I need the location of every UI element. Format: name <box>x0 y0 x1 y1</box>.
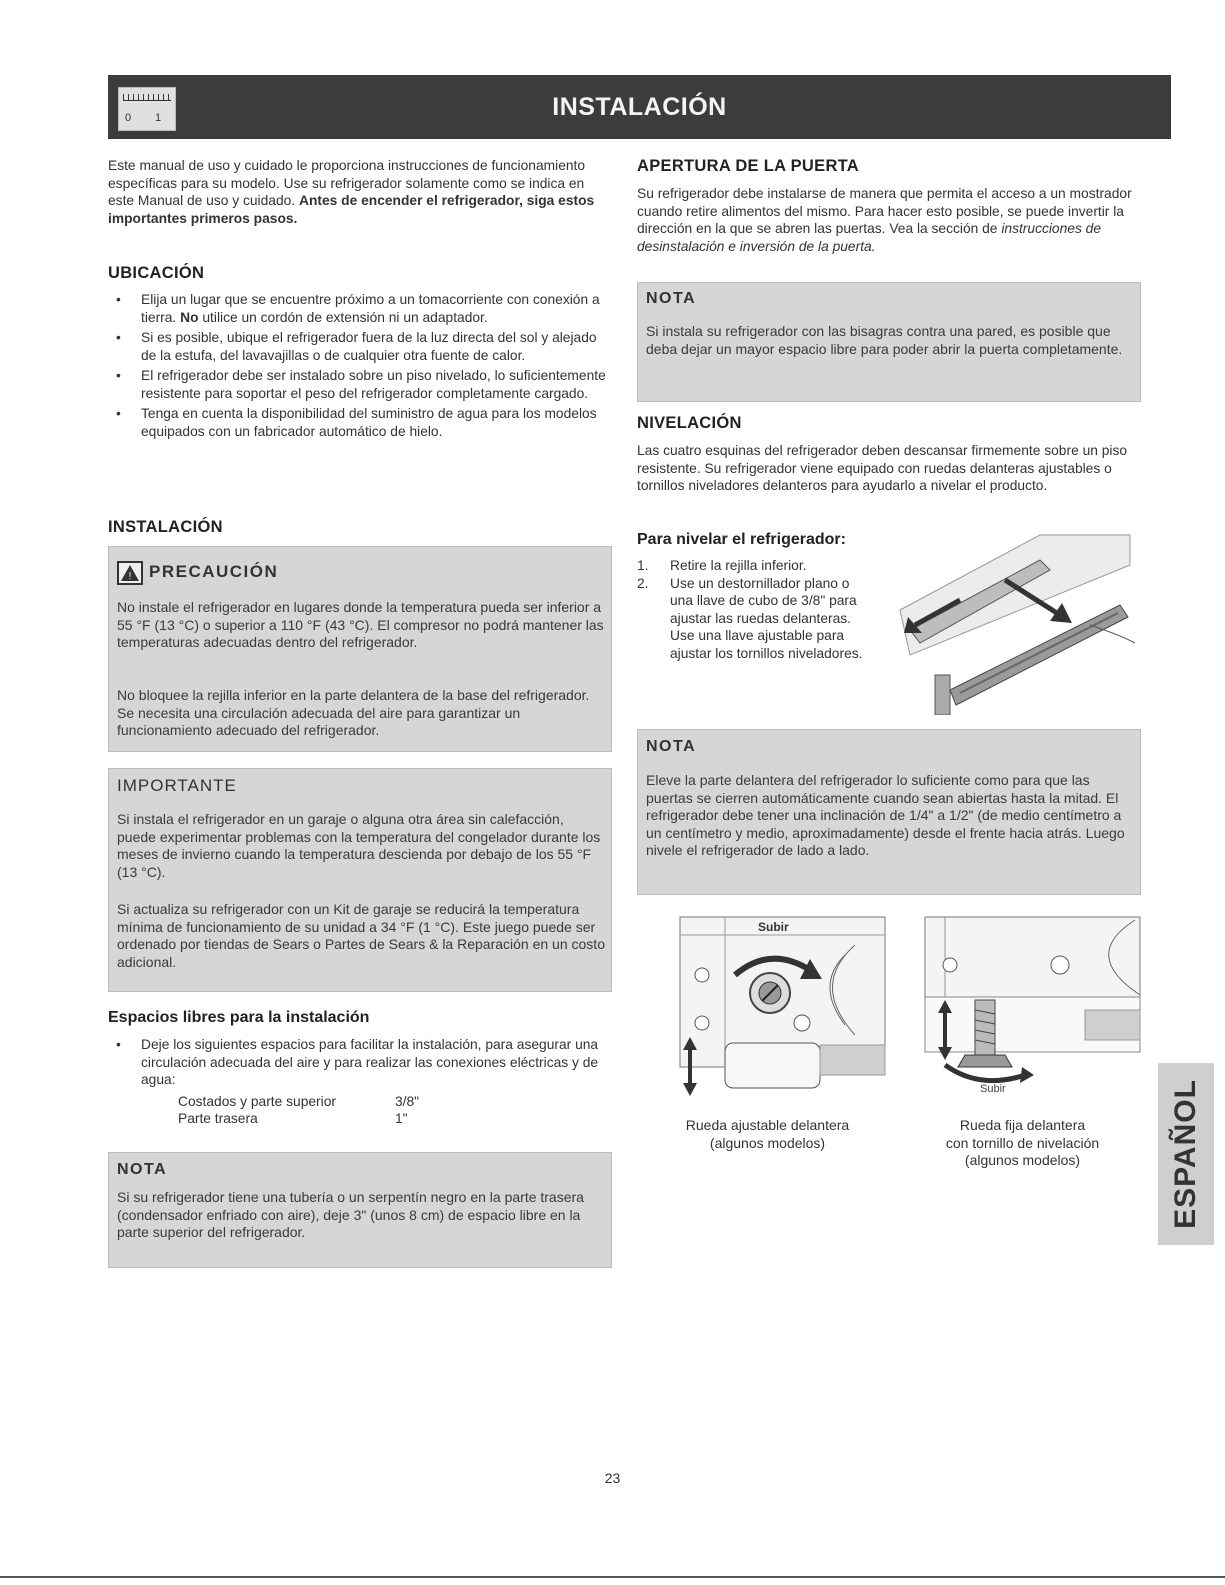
grille-illustration <box>890 525 1140 715</box>
nivelar-subheading: Para nivelar el refrigerador: <box>637 531 846 548</box>
list-item: • El refrigerador debe ser instalado sobre un piso nivelado, lo suficientemente resistente para soportar el peso del refrigerador completamente cargado. <box>108 367 608 402</box>
intro-text: Este manual de uso y cuidado le proporciona instrucciones de funcionamiento específicas para su modelo. Use su refrigerador solamente como se indica en este Manual de uso y cuidado. <box>108 158 586 208</box>
nivelar-steps <box>637 557 872 662</box>
language-tab: ESPAÑOL <box>1158 1063 1214 1245</box>
intro-bold: Antes de encender el refrigerador, siga estos importantes primeros pasos. <box>108 193 595 226</box>
apertura-paragraph: Su refrigerador debe instalarse de manera que permita el acceso a un mostrador cuando retire alimentos del mismo. Para hacer esto posible, se puede invertir la dirección en la que se abren las puertas. Vea la sección de instrucciones de desinstalación e inversión de la puerta. <box>637 186 1132 254</box>
list-item: • Elija un lugar que se encuentre próximo a un tomacorriente con conexión a tierra. No utilice un cordón de extensión ni un adaptador. <box>108 291 608 326</box>
ubicacion-list <box>108 291 608 443</box>
list-item: • Deje los siguientes espacios para facilitar la instalación, para asegurar una circulación adecuada del aire y para realizar las conexiones eléctricas y de agua: <box>108 1036 608 1089</box>
tape-label-0: 0 <box>125 112 132 124</box>
page-title: INSTALACIÓN <box>552 93 727 121</box>
intro-paragraph <box>108 157 596 227</box>
instalacion-heading: INSTALACIÓN <box>108 518 223 536</box>
nota-title: NOTA <box>646 738 697 755</box>
importante-box <box>108 768 612 992</box>
espacios-table <box>178 1094 419 1128</box>
list-item: • Tenga en cuenta la disponibilidad del suministro de agua para los modelos equipados con un fabricador automático de hielo. <box>108 405 608 440</box>
list-item: 1. Retire la rejilla inferior. <box>637 558 807 573</box>
nota-box-nivelacion <box>637 729 1141 895</box>
figure-caption: Rueda ajustable delantera (algunos modelos) <box>685 1117 850 1151</box>
page-number: 23 <box>604 1470 621 1486</box>
tape-measure-icon <box>118 87 176 131</box>
nota-box-apertura <box>637 282 1141 402</box>
figure-adjustable-wheel <box>640 915 895 1100</box>
header-banner <box>108 75 1171 139</box>
importante-text-1: Si instala el refrigerador en un garaje o alguna otra área sin calefacción, puede experimentar problemas con la temperatura del congelador durante los meses de invierno cuando la temperatura descienda por debajo de los 55 °F (13 °C). <box>117 811 601 880</box>
importante-title: IMPORTANTE <box>117 776 237 795</box>
nota-text: Si instala su refrigerador con las bisagras contra una pared, es posible que deba dejar un mayor espacio libre para poder abrir la puerta completamente. <box>646 323 1123 357</box>
precaucion-title: PRECAUCIÓN <box>149 562 279 581</box>
nota-title: NOTA <box>646 290 697 307</box>
nota-title: NOTA <box>117 1161 168 1178</box>
espacios-list <box>108 1036 608 1092</box>
figure-fixed-wheel <box>900 915 1145 1100</box>
nivelacion-paragraph: Las cuatro esquinas del refrigerador deben descansar firmemente sobre un piso resistente. Su refrigerador viene equipado con ruedas delanteras ajustables o tornillos niveladores delanteros para ayudarlo a nivelar el producto. <box>637 443 1128 493</box>
table-row: Costados y parte superior 3/8" <box>178 1094 420 1109</box>
list-item: 2. Use un destornillador plano o una llave de cubo de 3/8" para ajustar las ruedas delanteras. Use una llave ajustable para ajustar los tornillos niveladores. <box>637 575 863 661</box>
precaucion-text-1: No instale el refrigerador en lugares donde la temperatura pueda ser inferior a 55 °F (13 °C) o superior a 110 °F (43 °C). El compresor no podrá mantener las temperaturas adecuadas dentro del refrigerador. <box>117 599 604 650</box>
warning-icon <box>117 561 143 585</box>
figure-label: Subir <box>758 920 789 934</box>
table-row: Parte trasera 1" <box>178 1111 408 1126</box>
figure-label: Subir <box>980 1083 1006 1095</box>
precaucion-box <box>108 546 612 752</box>
ubicacion-heading: UBICACIÓN <box>108 264 205 282</box>
precaucion-text-2: No bloquee la rejilla inferior en la parte delantera de la base del refrigerador. Se necesita una circulación adecuada del aire para garantizar un funcionamiento adecuado del refrigerador. <box>117 687 590 738</box>
apertura-heading: APERTURA DE LA PUERTA <box>637 157 860 175</box>
svg-text:!: ! <box>128 571 132 582</box>
nota-box-espacios <box>108 1152 612 1268</box>
bottom-divider <box>0 1576 1225 1578</box>
importante-text-2: Si actualiza su refrigerador con un Kit de garaje se reducirá la temperatura mínima de funcionamiento de su unidad a 34 °F (1 °C). Este juego puede ser ordenado por tiendas de Sears o Partes de Sears & la Reparación en un costo adicional. <box>117 901 605 970</box>
nota-text: Eleve la parte delantera del refrigerador lo suficiente como para que las puertas se cierren automáticamente cuando sean abiertas hasta la mitad. El refrigerador debe tener una inclinación de 1/4" a 1/2" (de medio centímetro a un centímetro y medio, aproximadamente) desde el frente hacia atrás. Luego nivele el refrigerador de lado a lado. <box>646 772 1125 858</box>
figure-caption: Rueda fija delantera con tornillo de nivelación (algunos modelos) <box>945 1117 1100 1168</box>
list-item: • Si es posible, ubique el refrigerador fuera de la luz directa del sol y alejado de la estufa, del lavavajillas o de cualquier otra fuente de calor. <box>108 329 608 364</box>
tape-label-1: 1 <box>155 112 162 124</box>
nota-text: Si su refrigerador tiene una tubería o un serpentín negro en la parte trasera (condensador enfriado con aire), deje 3" (unos 8 cm) de espacio libre en la parte superior del refrigerador. <box>117 1189 584 1240</box>
nivelacion-heading: NIVELACIÓN <box>637 414 742 432</box>
espacios-heading: Espacios libres para la instalación <box>108 1009 370 1026</box>
